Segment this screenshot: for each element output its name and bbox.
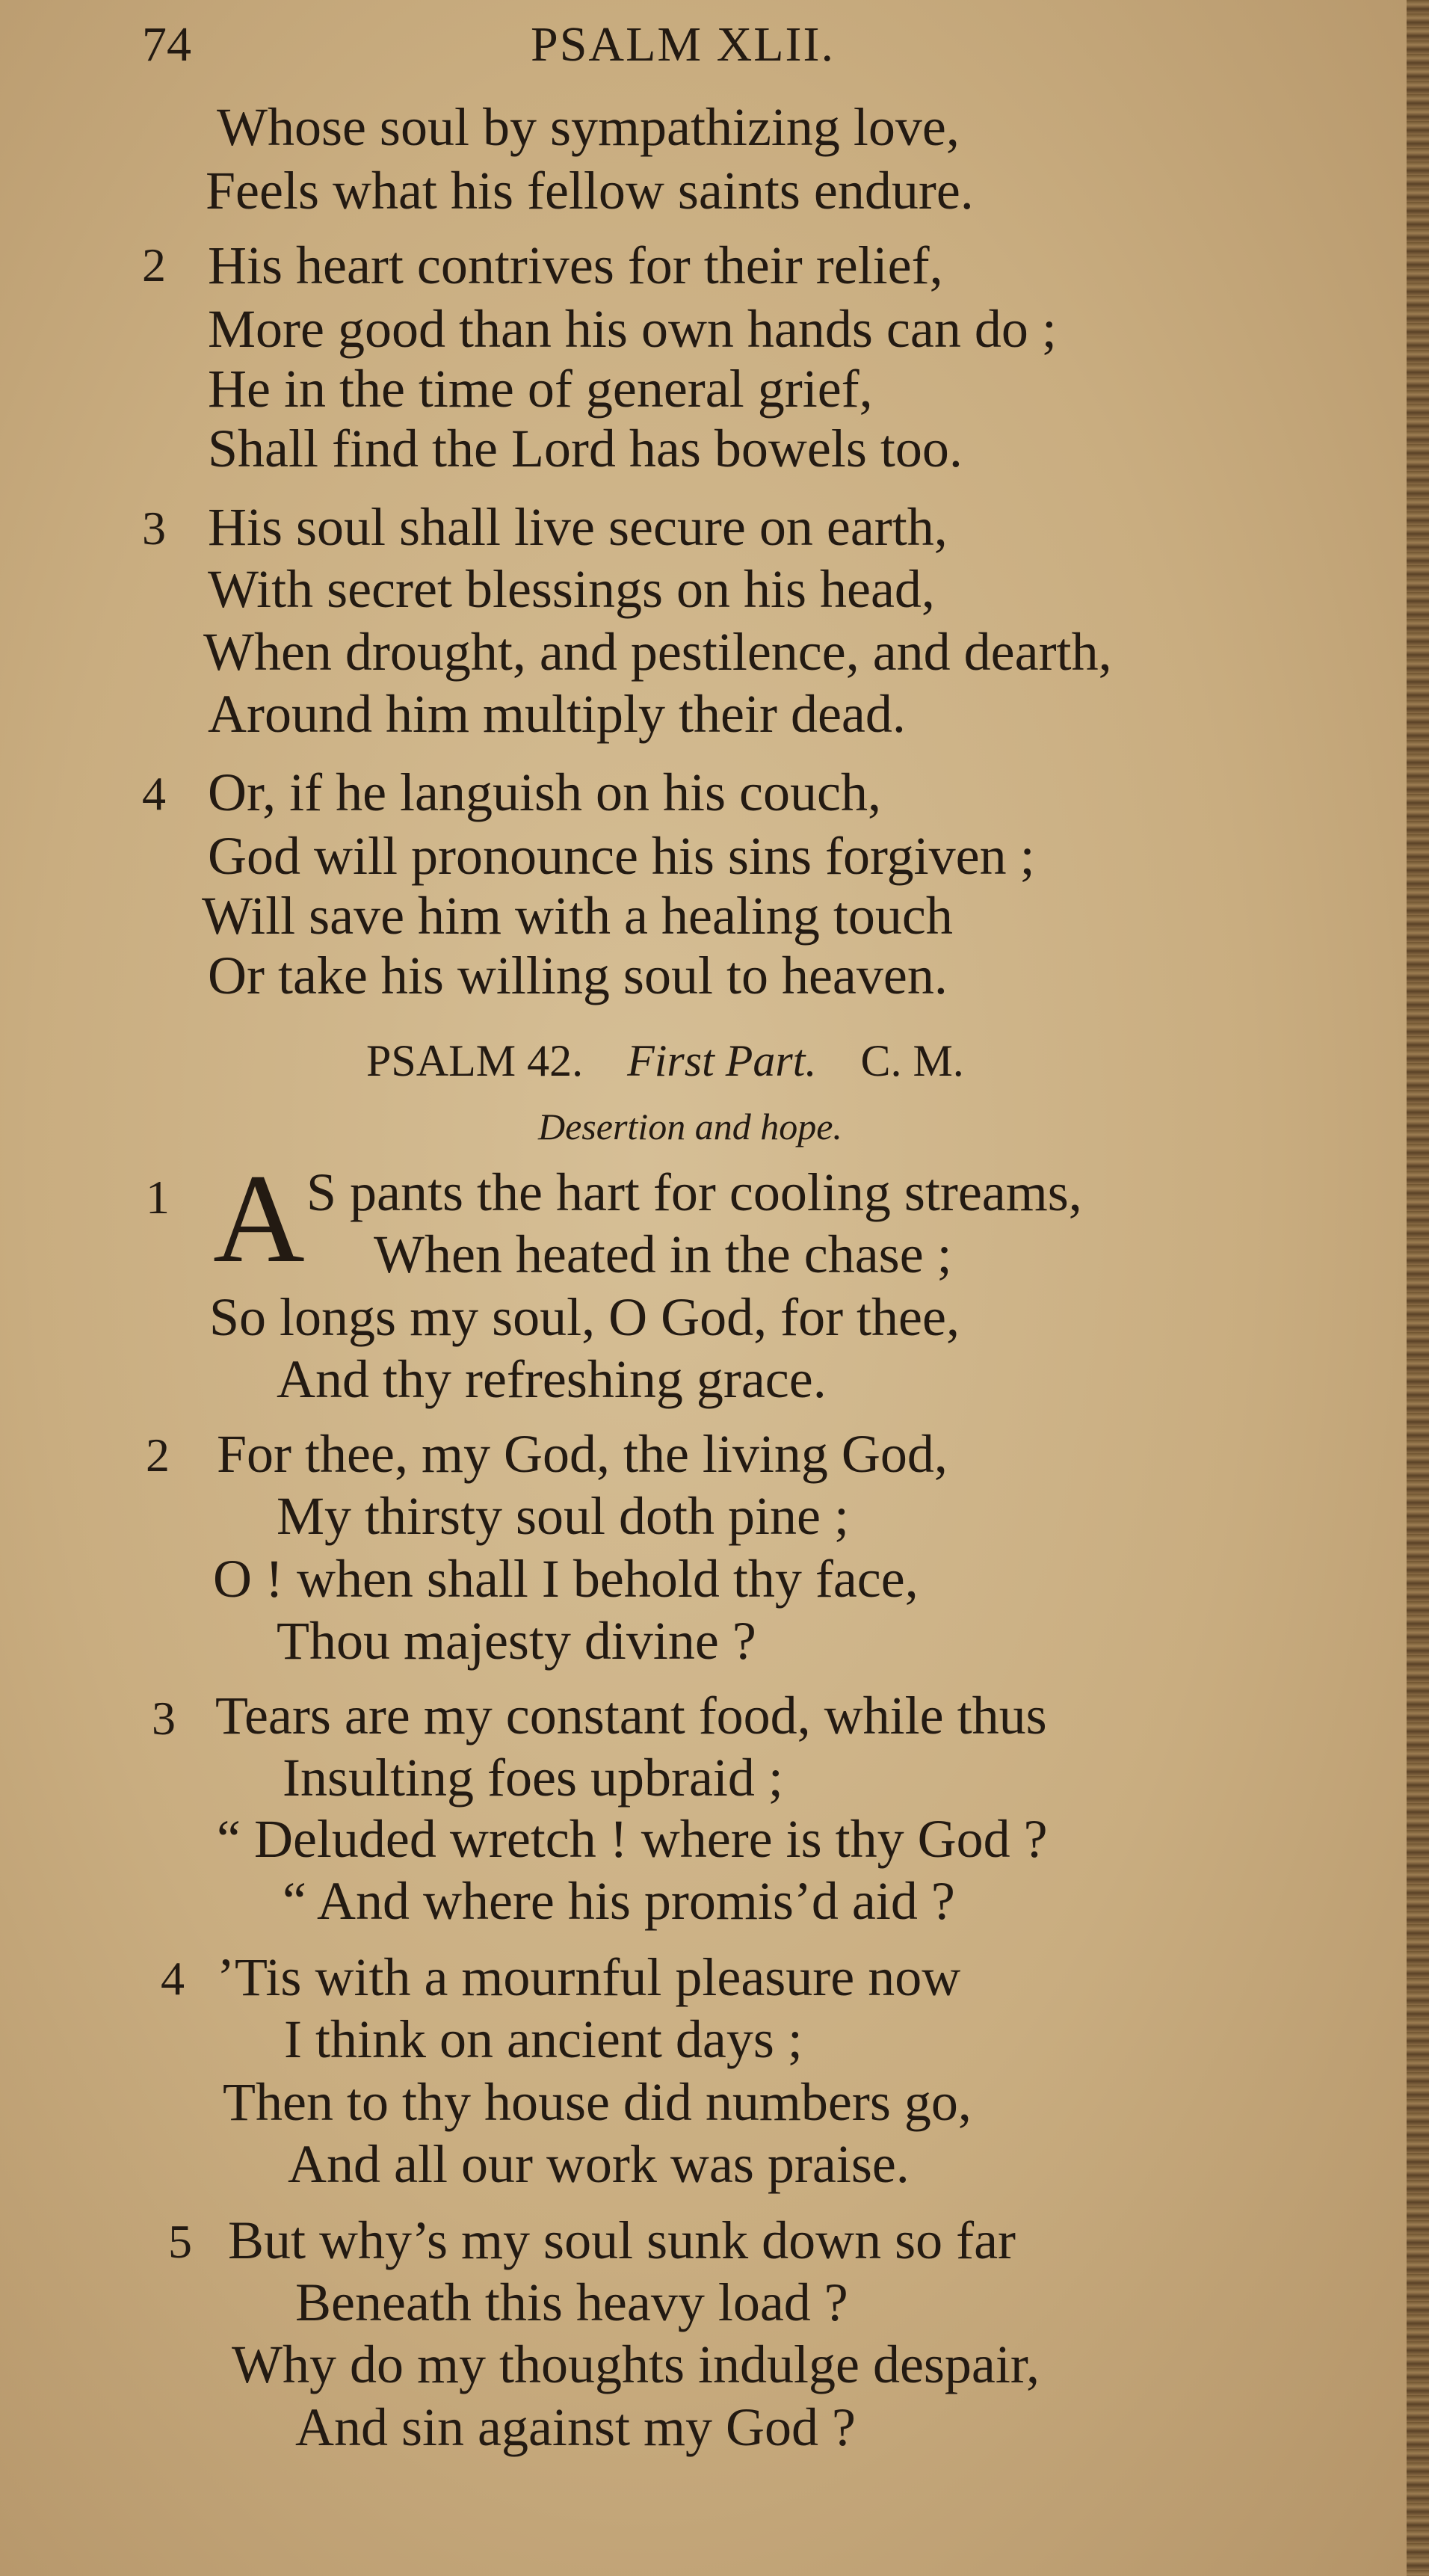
stanza-number: 3: [142, 502, 166, 555]
stanza-number: 5: [168, 2215, 192, 2268]
verse-line: He in the time of general grief,: [208, 359, 873, 419]
verse-line: Or take his willing soul to heaven.: [208, 946, 948, 1005]
psalm-part: First Part.: [627, 1036, 817, 1085]
verse-line: When heated in the chase ;: [374, 1224, 952, 1284]
page-edge: [1407, 0, 1429, 2576]
verse-line: Why do my thoughts indulge despair,: [232, 2335, 1040, 2394]
stanza-number: 2: [142, 238, 166, 292]
verse-line: Shall find the Lord has bowels too.: [208, 419, 963, 478]
verse-line: Insulting foes upbraid ;: [283, 1748, 783, 1808]
verse-line: His soul shall live secure on earth,: [208, 497, 948, 557]
verse-line: “ Deluded wretch ! where is thy God ?: [217, 1809, 1048, 1869]
running-head: PSALM XLII.: [531, 17, 836, 72]
verse-line: For thee, my God, the living God,: [217, 1424, 948, 1484]
psalm-subtitle: Desertion and hope.: [538, 1106, 842, 1147]
verse-line: S pants the hart for cooling streams,: [306, 1162, 1082, 1222]
verse-line: More good than his own hands can do ;: [208, 299, 1057, 359]
verse-line: With secret blessings on his head,: [208, 559, 935, 619]
verse-line: My thirsty soul doth pine ;: [277, 1486, 850, 1546]
stanza-number: 1: [146, 1171, 170, 1224]
drop-cap: A: [213, 1148, 305, 1289]
verse-line: Feels what his fellow saints endure.: [206, 161, 974, 221]
verse-line: Whose soul by sympathizing love,: [217, 97, 960, 157]
verse-line: And all our work was praise.: [288, 2134, 910, 2194]
verse-line: And thy refreshing grace.: [277, 1349, 827, 1409]
verse-line: So longs my soul, O God, for thee,: [209, 1287, 960, 1347]
psalm-meter: C. M.: [860, 1036, 964, 1085]
verse-line: Beneath this heavy load ?: [295, 2273, 848, 2332]
verse-line: “ And where his promis’d aid ?: [283, 1871, 955, 1931]
verse-line: Tears are my constant food, while thus: [215, 1686, 1047, 1745]
page-header: [142, 16, 964, 84]
verse-line: Or, if he languish on his couch,: [208, 762, 881, 822]
verse-line: His heart contrives for their relief,: [208, 235, 943, 295]
verse-line: When drought, and pestilence, and dearth,: [203, 622, 1112, 682]
verse-line: Around him multiply their dead.: [208, 684, 906, 744]
stanza-number: 2: [146, 1429, 170, 1482]
verse-line: Will save him with a healing touch: [202, 886, 953, 946]
verse-line: And sin against my God ?: [295, 2397, 856, 2457]
psalm-heading: [366, 1035, 997, 1087]
stanza-number: 4: [161, 1952, 185, 2005]
verse-line: O ! when shall I behold thy face,: [213, 1549, 919, 1609]
psalm-title: PSALM 42.: [366, 1036, 584, 1085]
page-number: 74: [142, 17, 191, 72]
verse-line: Then to thy house did numbers go,: [223, 2072, 972, 2132]
verse-line: God will pronounce his sins forgiven ;: [208, 826, 1035, 886]
verse-line: Thou majesty divine ?: [277, 1611, 756, 1671]
verse-line: But why’s my soul sunk down so far: [228, 2210, 1016, 2270]
stanza-number: 4: [142, 767, 166, 820]
stanza-number: 3: [152, 1692, 176, 1745]
verse-line: ’Tis with a mournful pleasure now: [217, 1947, 961, 2007]
verse-line: I think on ancient days ;: [284, 2009, 803, 2069]
